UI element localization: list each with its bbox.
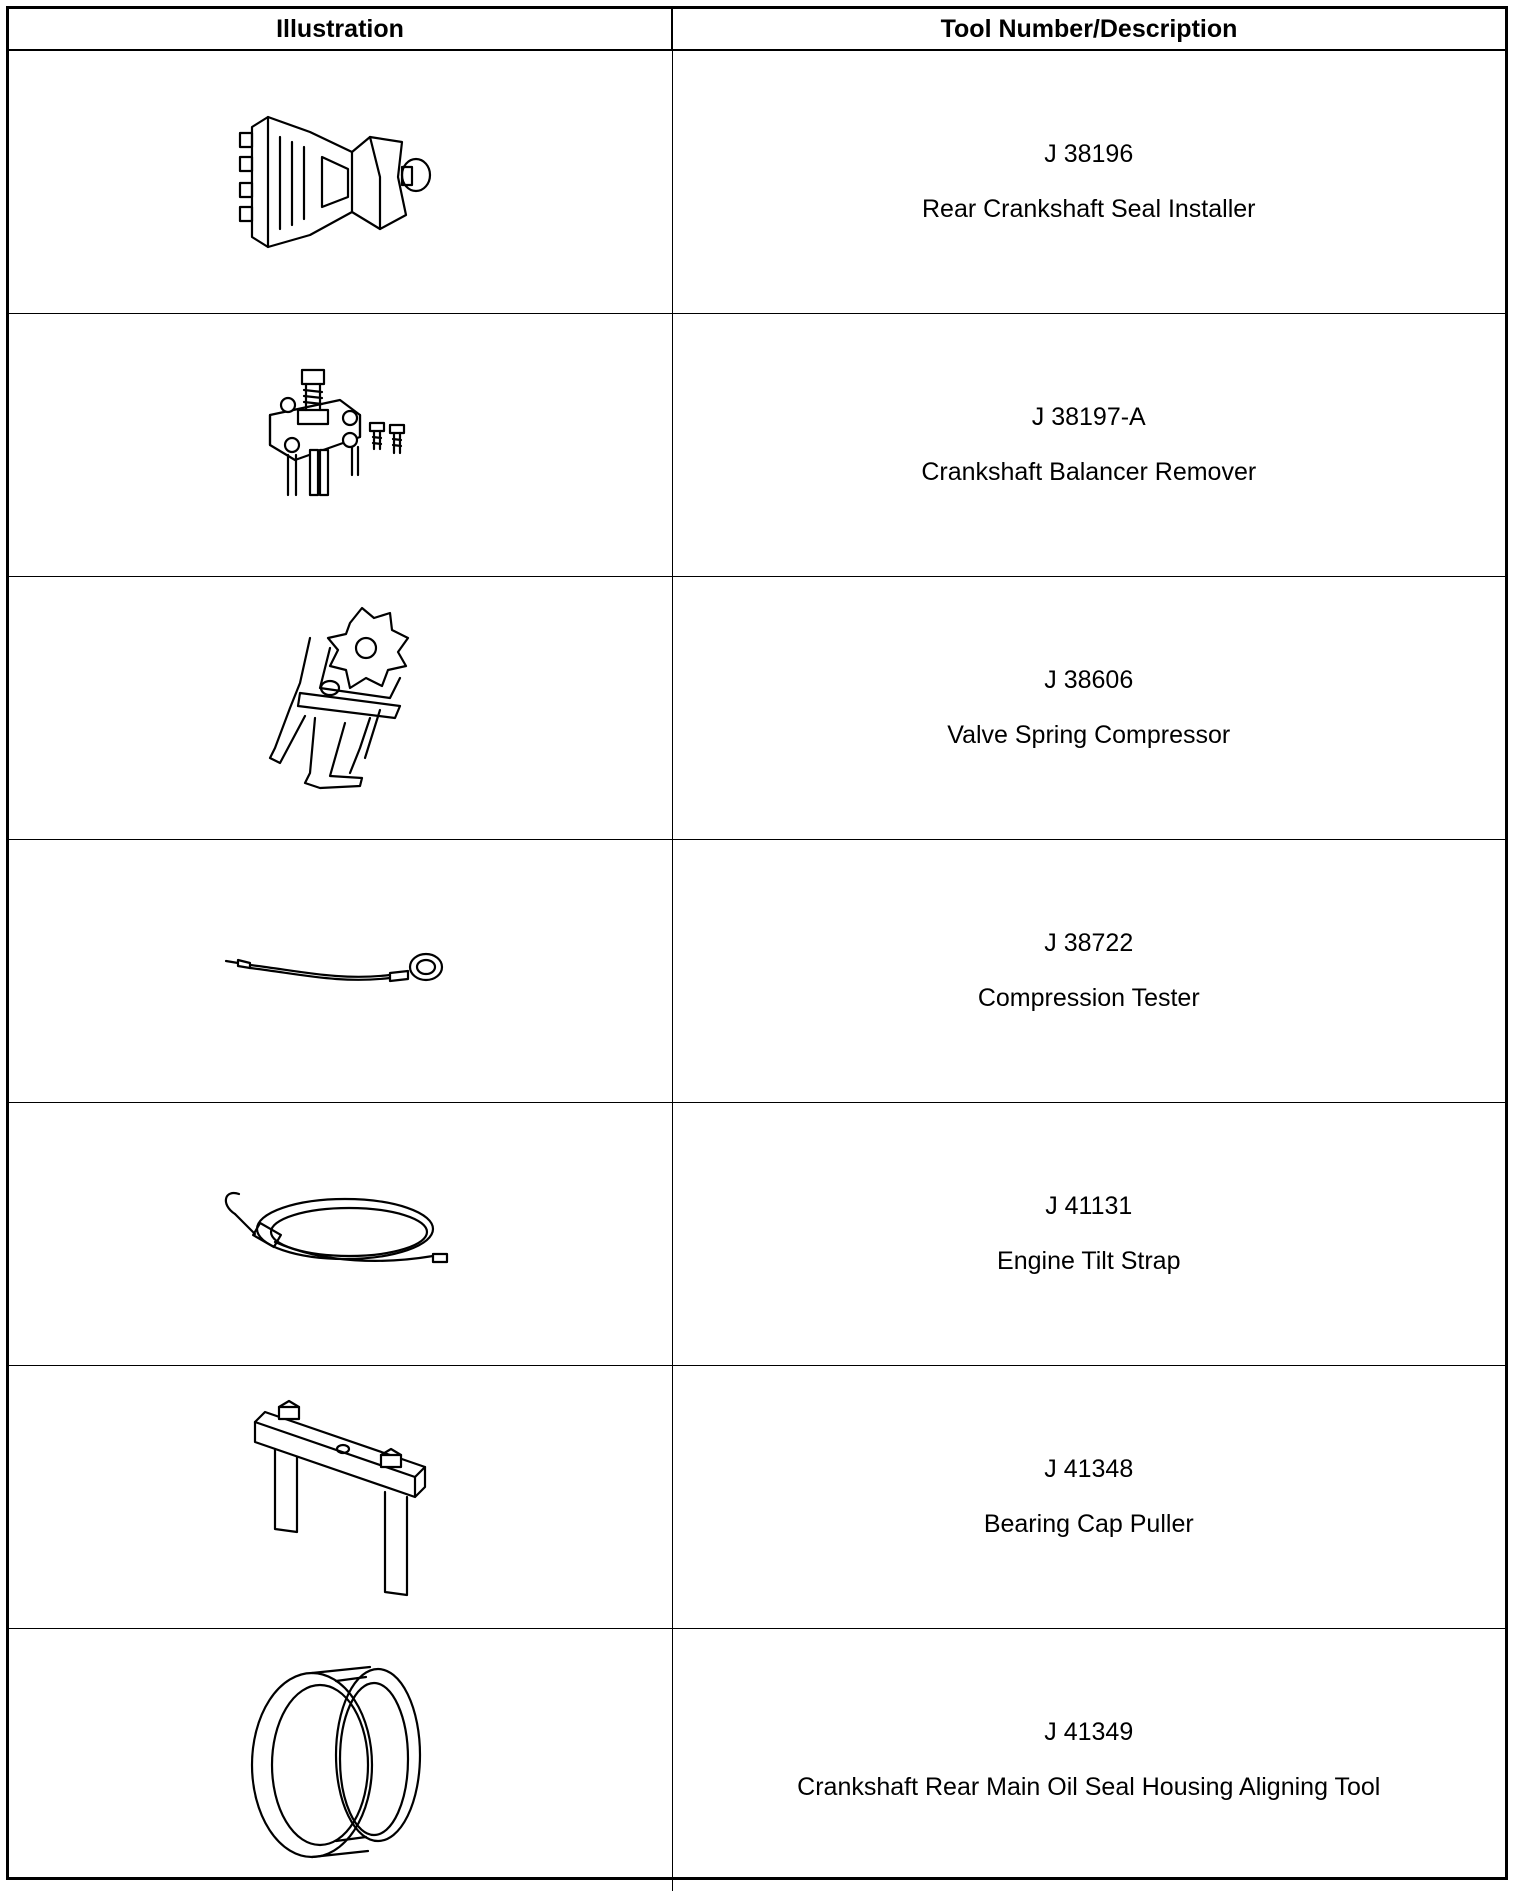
tool-description: Compression Tester: [673, 971, 1506, 1026]
bearing-cap-puller-icon: [235, 1387, 445, 1607]
illustration-cell: [9, 1366, 672, 1629]
engine-tilt-strap-icon: [215, 1184, 465, 1284]
tool-description-cell: [672, 50, 1505, 314]
tool-description-cell: [672, 1366, 1505, 1629]
illustration-cell: [9, 1103, 672, 1366]
valve-spring-compressor-icon: [250, 598, 430, 818]
tool-number: J 38197-A: [673, 390, 1506, 445]
tool-number: J 38722: [673, 916, 1506, 971]
tool-description: Crankshaft Rear Main Oil Seal Housing Aligning Tool: [673, 1760, 1506, 1815]
special-tools-table: [9, 9, 1505, 1891]
tool-description-cell: [672, 840, 1505, 1103]
tool-number: J 41348: [673, 1442, 1506, 1497]
table-row: [9, 314, 1505, 577]
tool-number: J 41349: [673, 1705, 1506, 1760]
table-row: [9, 1366, 1505, 1629]
table-row: [9, 50, 1505, 314]
tool-description: Engine Tilt Strap: [673, 1234, 1506, 1289]
illustration-cell: [9, 577, 672, 840]
table-row: [9, 840, 1505, 1103]
tool-number: J 38606: [673, 653, 1506, 708]
rear-crankshaft-seal-installer-icon: [230, 97, 450, 267]
tool-number: J 38196: [673, 127, 1506, 182]
table-header-row: [9, 9, 1505, 50]
tool-description: Rear Crankshaft Seal Installer: [673, 182, 1506, 237]
tool-description: Valve Spring Compressor: [673, 708, 1506, 763]
tool-description-cell: [672, 577, 1505, 840]
tool-description-cell: [672, 1103, 1505, 1366]
tool-description: Crankshaft Balancer Remover: [673, 445, 1506, 500]
crankshaft-balancer-remover-icon: [240, 365, 440, 525]
tool-number: J 41131: [673, 1179, 1506, 1234]
table-row: [9, 577, 1505, 840]
tool-table-frame: [6, 6, 1508, 1880]
tool-description-cell: [672, 1629, 1505, 1891]
crankshaft-rear-main-oil-seal-housing-aligning-tool-icon: [240, 1655, 440, 1865]
tool-description: Bearing Cap Puller: [673, 1497, 1506, 1552]
illustration-cell: [9, 314, 672, 577]
table-row: [9, 1103, 1505, 1366]
header-tool-number-description: Tool Number/Description: [672, 9, 1505, 50]
compression-tester-icon: [220, 941, 460, 1001]
table-row: [9, 1629, 1505, 1891]
header-illustration: Illustration: [9, 9, 672, 50]
illustration-cell: [9, 1629, 672, 1891]
illustration-cell: [9, 50, 672, 314]
tool-description-cell: [672, 314, 1505, 577]
illustration-cell: [9, 840, 672, 1103]
